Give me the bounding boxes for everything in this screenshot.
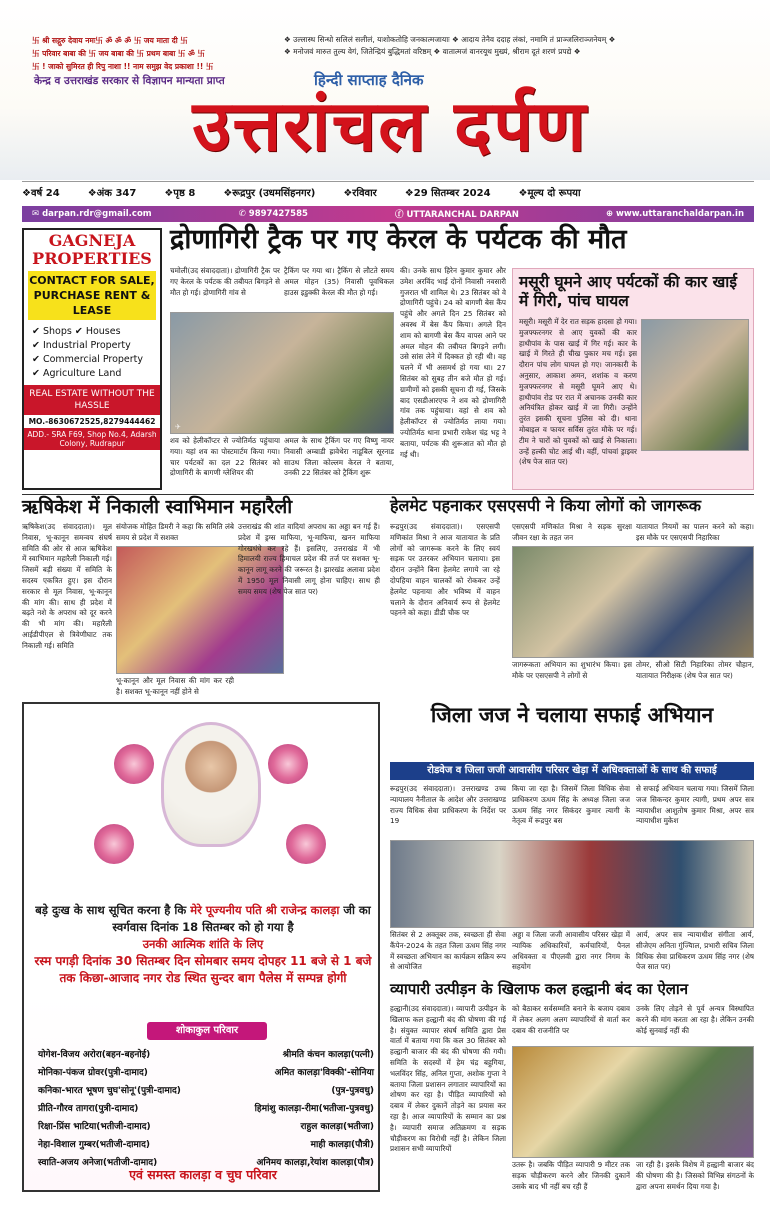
weekday: ❖रविवार xyxy=(343,187,377,199)
relative-name: राहुल कालड़ा(भतीजा) xyxy=(300,1122,374,1132)
police-photo xyxy=(641,319,749,451)
mail-icon: ✉ xyxy=(32,209,43,219)
helicopter-photo: ✈ xyxy=(170,312,394,434)
relative-name: कनिका-भारत भूषण चुघ'सोनू'(पुत्री-दामाद) xyxy=(38,1086,181,1096)
ad-item: ✔ Agriculture Land xyxy=(32,368,122,379)
masthead xyxy=(0,0,770,180)
story4-col3: यातायात नियमों का पालन करने को कहा। इस मौके पर एसएसपी निहारिका xyxy=(636,522,754,542)
obituary-notice xyxy=(22,702,380,1192)
masthead-left-mantras xyxy=(32,34,282,73)
story6-col3b: जा रही है। इसके विशेष में हल्द्वानी बाजार बंद की घोषणा की है। जिसको विभिन्न संगठनों के द्वारा अपना समर्थन दिया गया है। xyxy=(636,1160,754,1191)
ceremony-details: रस्म पगड़ी दिनांक 30 सितम्बर दिन सोमबार समय दोपहर 11 बजे से 1 बजे तक किछा-आजाद नगर रोड स्थित सुन्दर बाग पैलेस में सम्पन्न होगी xyxy=(34,954,372,985)
cleanliness-drive-photo xyxy=(390,840,754,928)
grieving-family-label: शोकाकुल परिवार xyxy=(147,1022,267,1040)
headline-haldwani-bandh: व्यापारी उत्पीड़न के खिलाफ कल हल्द्वानी बंद का ऐलान xyxy=(390,980,689,998)
story4-col1: रूद्रपुर(उद संवाददाता)। एसएसपी मणिकांत मिश्रा ने आज यातायात के प्रति लोगों को जागरूक करने के लिए स्वयं सड़क पर उतरकर अभियान चलाया। इस दौरान उन्होंने बिना हेलमेट लगाये जा रहे दोपहिया वाहन चालकों को रोककर उन्हें हेलमेट पहनाया और भविष्य में वाहन चलाने के दौरान अनिवार्य रूप से हेलमेट पहनने को कहा। डीडी चौक पर xyxy=(390,522,500,618)
newspaper-title: उत्तरांचल दर्पण xyxy=(192,84,588,167)
page-count: ❖पृष्ठ 8 xyxy=(164,187,196,199)
relative-name: श्रीमति कंचन कालड़ा(पत्नी) xyxy=(282,1050,374,1060)
ad-item: ✔ Shops ✔ Houses xyxy=(32,326,121,337)
phone-text: 9897427585 xyxy=(248,209,308,219)
helmet-photo xyxy=(512,546,754,658)
story5-col2b: अड्डा व जिला जजी आवासीय परिसर खेड़ा में न्यायिक अधिकारियों, कर्मचारियों, पैनल अधिवक्ता व पीएलवी द्वारा नगर निगम के सहयोग xyxy=(512,930,630,972)
story3-col3: उत्तराखंड की शांत वादियां अपराध का अड्डा बन गई हैं। प्रदेश में ड्रग्स माफिया, भू-माफिया, खनन माफिया गोरखधंधे कर रहे हैं। इसलिए, उत्तराखंड में भी हिमालयी राज्य हिमाचल प्रदेश की तर्ज पर सशक्त भू-कानून लागू करने की जरूरत है। झारखंड अलावा प्रदेश में 1950 मूल निवासी लागू होना चाहिए। साथ ही समय समय (शेष पेज सात पर) xyxy=(238,522,380,596)
volume: ❖वर्ष 24 xyxy=(22,187,60,199)
masthead-right-shloka xyxy=(284,34,754,58)
contact-bar xyxy=(22,206,754,222)
story1-col3: की। उनके साथ हिरेन कुमार कुमार और उमेश अरविंद भाई दोनों निवासी नवसारी गुजरात भी शामिल थे। 23 सितंबर को वे द्रोणागिरी पहुंचे। 24 को बागणी बेस कैंप पहुंचे और अगले दिन 25 सितंबर को अवस्थ में बेस कैंप किया। अगले दिन शाम को बागणी बेस कैंप वापस आने पर अमल मोहन की तबीयत बिगड़ने लगी। उसे सांस लेने में दिक्कत हो रही थी। वह चलने में भी असमर्थ हो गया था। 27 सितंबर को सुबह तीन बजे मौत हो गई। ग्रामीणों को इसकी सूचना दी गई, जिसके बाद एसडीआरएफ ने शव को द्रोणागिरी गांव तक पहुंचाया। वहां से शव को हेलीकॉप्टर से ज्योतिर्मठ लाया गया। ज्योतिर्मठ थाना प्रभारी राकेश चंद्र भट्ट ने बताया, पर्यटक की शुरूआत को मौत हो गई थी। xyxy=(400,266,506,459)
story5-col1b: सितंबर से 2 अक्तूबर तक, स्वच्छता ही सेवा कैंपेन-2024 के तहत जिला ऊधम सिंह नगर में स्वच्छता अभियान का कार्यक्रम सक्रिय रूप से आयोजित xyxy=(390,930,506,972)
relative-name: (पुत्र-पुत्रवधु) xyxy=(331,1086,374,1096)
flower-decoration-icon xyxy=(94,824,134,864)
story5-col1: रूद्रपुर(उद संवाददाता)। उत्तराखण्ड उच्च न्यायालय नैनीताल के आदेश और उत्तराखण्ड राज्य विधिक सेवा प्राधिकरण के निर्देश पर 19 xyxy=(390,784,506,826)
story5-col2: किया जा रहा है। जिसमें जिला विधिक सेवा प्राधिकरण ऊधम सिंह के अध्यक्ष जिला जज ऊधम सिंह नगर सिकंदर कुमार त्यागी के नेतृत्व में रूद्रपुर बस xyxy=(512,784,630,826)
section-divider xyxy=(22,494,754,495)
obituary-line: उनकी आत्मिक शांति के लिए xyxy=(142,937,264,951)
deceased-name: मेरे पूज्यनीय पति श्री राजेन्द्र कालड़ा xyxy=(190,903,340,917)
relatives-list xyxy=(38,1048,374,1171)
place: ❖रूद्रपुर (उधमसिंहनगर) xyxy=(223,187,316,199)
relative-name: योगेश-विजय अरोरा(बहन-बहनोई) xyxy=(38,1050,151,1060)
flower-decoration-icon xyxy=(268,744,308,784)
story6-col2b: उतरू है। जबकि पीड़ित व्यापारी 9 मीटर तक सड़क चौड़ीकरण करने और जिनकी दुकानें उसके बाद भी नहीं बच रही हैं xyxy=(512,1160,630,1191)
ad-item-list xyxy=(24,323,160,383)
story1-col1b: शव को हेलीकॉप्टर से ज्योतिर्मठ पहुंचाया गया। यहां शव का पोस्टमार्टम किया गया। चार पर्यटकों का दल 22 सितंबर को द्रोणागिरी के बागणी ग्लेशियर की xyxy=(170,436,280,478)
story6-col3: उनके लिए तोड़ने से पूर्व अन्यत्र विस्थापित करने की मांग करता आ रहा है। लेकिन उनकी कोई सुनवाई नहीं की xyxy=(636,1004,754,1035)
subheadline-strip: रोडवेज व जिला जजी आवासीय परिसर खेड़ा में अधिवक्ताओं के साथ की सफाई xyxy=(390,762,754,780)
ad-contact-heading: CONTACT FOR SALE, PURCHASE RENT & LEASE xyxy=(28,271,156,320)
whatsapp-icon: ✆ xyxy=(238,209,249,219)
ad-item: ✔ Industrial Property xyxy=(32,340,131,351)
flower-decoration-icon xyxy=(286,824,326,864)
flower-decoration-icon xyxy=(114,744,154,784)
shloka-line: ❖ उल्लास्थ सिन्धो सलिलं सलीलं, यःशोकतोहि जनकात्मजायाः ❖ आदाय तेनैव ददाह लंकां, नमामि तं प्राञ्जलिराञ्जनेयम् ❖ xyxy=(284,35,616,44)
story1-col2b: अमल के साथ ट्रैकिंग पर गए विष्णु नायर निवासी अम्बाडी ह्रावेथेरा नाडूबिल सूरनाड साउथ जिला कोल्लम केरल ने बताया, उनकी 22 सितंबर को ट्रैकिंग शुरू xyxy=(284,436,394,478)
email-link[interactable] xyxy=(32,209,152,219)
facebook-icon: ⓕ xyxy=(394,210,407,220)
relative-name: हिमांशु कालड़ा-रीमा(भतीजा-पुत्रवधु) xyxy=(254,1104,374,1114)
ad-mobile: MO.-8630672525,8279444462 xyxy=(28,417,156,426)
website-text: www.uttaranchaldarpan.in xyxy=(616,209,744,219)
headline-dronagiri: द्रोणागिरी ट्रैक पर गए केरल के पर्यटक की मौत xyxy=(170,224,627,255)
date: ❖29 सितम्बर 2024 xyxy=(404,187,491,199)
story4-col3b: तोमर, सीओ सिटी निहारिका तोमर चौहान, यातायात निरीक्षक (शेष पेज सात पर) xyxy=(636,660,754,680)
relative-name: अनिमय कालड़ा,रेयांश कालड़ा(पौत्र) xyxy=(256,1158,374,1168)
facebook-link[interactable] xyxy=(395,208,519,220)
story4-col2: एसएसपी मणिकांत मिश्रा ने सड़क सुरक्षा जीवन रक्षा के तहत जन xyxy=(512,522,632,542)
obituary-message xyxy=(30,902,376,987)
mantra-line: 卐 परिवार बाबा की 卐 जय बाबा की 卐 प्रथम बाबा 卐 ॐ 卐 xyxy=(32,49,205,58)
story3-col2b: भू-कानून और मूल निवास की मांग कर रही है। सशक्त भू-कानून नहीं होने से xyxy=(116,676,234,696)
issue-number: ❖अंक 347 xyxy=(87,187,137,199)
mussoorie-story-box xyxy=(512,268,754,490)
relative-name: नेहा-विशाल गुम्बर(भतीजी-दामाद) xyxy=(38,1140,151,1150)
story6-col2: को बैठाकर सर्वसम्मति बनाने के बजाय दबाव में लेकर अलग अलग व्यापारियों से वार्ता कर दबाव की राजनीति पर xyxy=(512,1004,630,1035)
relative-name: प्रीति-गौरव तागरा(पुत्री-दामाद) xyxy=(38,1104,139,1114)
deceased-portrait xyxy=(161,722,261,847)
press-conference-photo xyxy=(512,1046,754,1158)
relative-name: मोनिका-पंकज ग्रोवर(पुत्री-दामाद) xyxy=(38,1068,148,1078)
ad-tagline: REAL ESTATE WITHOUT THE HASSLE xyxy=(24,385,160,415)
story3-col2: संयोजक मोहित डिमरी ने कहा कि समिति लंबे समय से प्रदेश में सशक्त xyxy=(116,522,234,542)
mantra-line: 卐 श्री सद्गुरु देवाय नमः卐 ॐ ॐ ॐ 卐 जय माता दी 卐 xyxy=(32,36,188,45)
relative-name: स्वाति-अजय अनेजा(भतीजी-दामाद) xyxy=(38,1158,158,1168)
globe-icon: ⊕ xyxy=(605,209,617,219)
headline-rishikesh: ऋषिकेश में निकाली स्वाभिमान महारैली xyxy=(22,496,293,518)
govt-recognition-tagline: केन्द्र व उत्तराखंड सरकार से विज्ञापन मान्यता प्राप्त xyxy=(34,75,225,87)
ad-company-name: GAGNEJA PROPERTIES xyxy=(32,231,152,268)
headline-district-judge: जिला जज ने चलाया सफाई अभियान xyxy=(430,703,714,727)
headline-helmet: हेलमेट पहनाकर एसएसपी ने किया लोगों को जागरूक xyxy=(390,496,702,515)
issue-info-bar xyxy=(22,181,754,201)
obituary-line: बड़े दुःख के साथ सूचित करना है कि xyxy=(35,903,191,917)
website-link[interactable] xyxy=(606,209,744,219)
story5-col3b: आर्य, अपर सत्र न्यायाधीश संगीता आर्य, सीजेएम अनिता गुंज्यिाल, प्रभारी सचिव जिला विधिक सेवा प्राधिकरण ऊधम सिंह नगर (शेष पेज सात पर) xyxy=(636,930,754,972)
relative-name: रिक्षा-प्रिंस भाटिया(भतीजी-दामाद) xyxy=(38,1122,151,1132)
family-signature: एवं समस्त कालड़ा व चुघ परिवार xyxy=(129,1167,277,1182)
ad-item: ✔ Commercial Property xyxy=(32,354,144,365)
relative-name: अमित कालड़ा'विक्की'-सोनिया xyxy=(274,1068,374,1078)
story6-col1: हल्द्वानी(उद संवाददाता)। व्यापारी उत्पीड़न के खिलाफ कल हल्द्वानी बंद की घोषणा की गई है। संयुक्त व्यापार संघर्ष समिति द्वारा प्रेस वार्ता में बताया गया कि कल 30 सितंबर को हल्द्वानी बाजार की बंद की घोषणा की गयी। समिति के सदस्यों में हेम चंद्र बहुगिया, भलविंदर सिंह, अनिल गुप्ता, अशोक गुप्ता ने बताया जिला प्रशासन लगातार व्यापारियों का शोषण कर रहा है। पीड़ित व्यापारियों को दबाव में लेकर दुकानें तोड़ने का प्रयास कर रहा है। आज व्यापारियों के सम्मान का प्रश्न है। व्यापारी समाज अतिक्रमण व सड़क चौड़ीकरण का विरोधी नहीं है। लेकिन जिला प्रशासन सभी व्यापारियों xyxy=(390,1004,506,1154)
story5-col3: से सफाई अभियान चलाया गया। जिसमें जिला जज सिकन्दर कुमार त्यागी, प्रथम अपर सत्र न्यायाधीश आशुतोष कुमार मिश्रा, अपर सत्र न्यायाधीश मुकेश xyxy=(636,784,754,826)
newspaper-type-tagline: हिन्दी साप्ताह दैनिक xyxy=(314,71,424,89)
relative-name: माही कालड़ा(पौत्री) xyxy=(310,1140,374,1150)
obituary-line: जी का स्वर्गवास दिनांक 18 सितम्बर को हो गया है xyxy=(112,903,371,934)
shloka-line: ❖ मनोजवं मारुत तुल्य वेगं, जितेन्द्रियं बुद्धिमतां वरिष्ठम् ❖ वातात्मजं वानरयूथ मुख्यं, श्रीराम दूतं शरणं प्रपद्ये ❖ xyxy=(284,47,581,56)
story1-col2: ट्रैकिंग पर गया था। ट्रैकिंग से लौटते समय अमल मोहन (35) निवासी पूवथिकल हाउस इडुक्की केरल की मौत हो गई। xyxy=(284,266,394,297)
headline-mussoorie: मसूरी घूमने आए पर्यटकों की कार खाई में गिरी, पांच घायल xyxy=(519,273,737,310)
story3-col1: ऋषिकेश(उद संवाददाता)। मूल निवास, भू-कानून समन्वय संघर्ष समिति की ओर से आज ऋषिकेश में स्वाभिमान महारैली निकाली गई। जिसमें बड़ी संख्या में समिति के सदस्य एकत्रित हुए। इस दौरान सरकार से मूल निवास, भू-कानून की मांग की। साथ ही प्रदेश में बढ़ते नशे के अपराध को दूर करने की भी मांग की। महारैली आईडीपीएल से त्रिवेणीघाट तक निकाली गई। समिति xyxy=(22,522,112,650)
ad-address: ADD.- SRA F69, Shop No.4, Adarsh Colony, Rudrapur xyxy=(24,428,160,450)
property-ad xyxy=(22,228,162,490)
phone-link[interactable] xyxy=(239,209,308,219)
story1-col1: चमोली(उद संवाददाता)। द्रोणागिरी ट्रैक पर गए केरल के पर्यटक की तबीयत बिगड़ने से मौत हो गई। द्रोणागिरी गांव से xyxy=(170,266,280,297)
mantra-line: 卐 ! जाको सुमिरत ही रिपु नाशा !! नाम समुझ वेद प्रकाशा !! 卐 xyxy=(32,62,214,71)
price: ❖मूल्य दो रूपया xyxy=(518,187,581,199)
story2-body: मसूरी। मसूरी में देर रात सड़क हादसा हो गया। मुजफ्फरनगर से आए युवकों की कार हाथीपांव के पास खाई में गिर गई। कार के खाई में गिरते ही चीख पुकार मच गई। इस दौरान पांच लोग घायल हो गए। जानकारी के अनुसार, आकाश अमन, शशांक व करण मुजफ्फरनगर से मसूरी घूमने आए थे। हाथीपांव रोड पर रात में अचानक उनकी कार अनियंत्रित होकर खाई में जा गिरी। उन्होंने तुरंत इसकी सूचना पुलिस को दी। थाना मोबाइल व फायर सर्विस तुरंत मौके पर गई। टीम ने चारों को युवकों को खाई से निकाला। उन्हें हल्की चोट आई थी। वहीं, पांचवां ड्राइवर (शेष पेज सात पर) xyxy=(519,317,637,467)
story4-col2b: जागरूकता अभियान का शुभारंभ किया। इस मौके पर एसएसपी ने लोगों से xyxy=(512,660,632,680)
email-text: darpan.rdr@gmail.com xyxy=(42,209,152,219)
facebook-text: UTTARANCHAL DARPAN xyxy=(406,210,519,220)
